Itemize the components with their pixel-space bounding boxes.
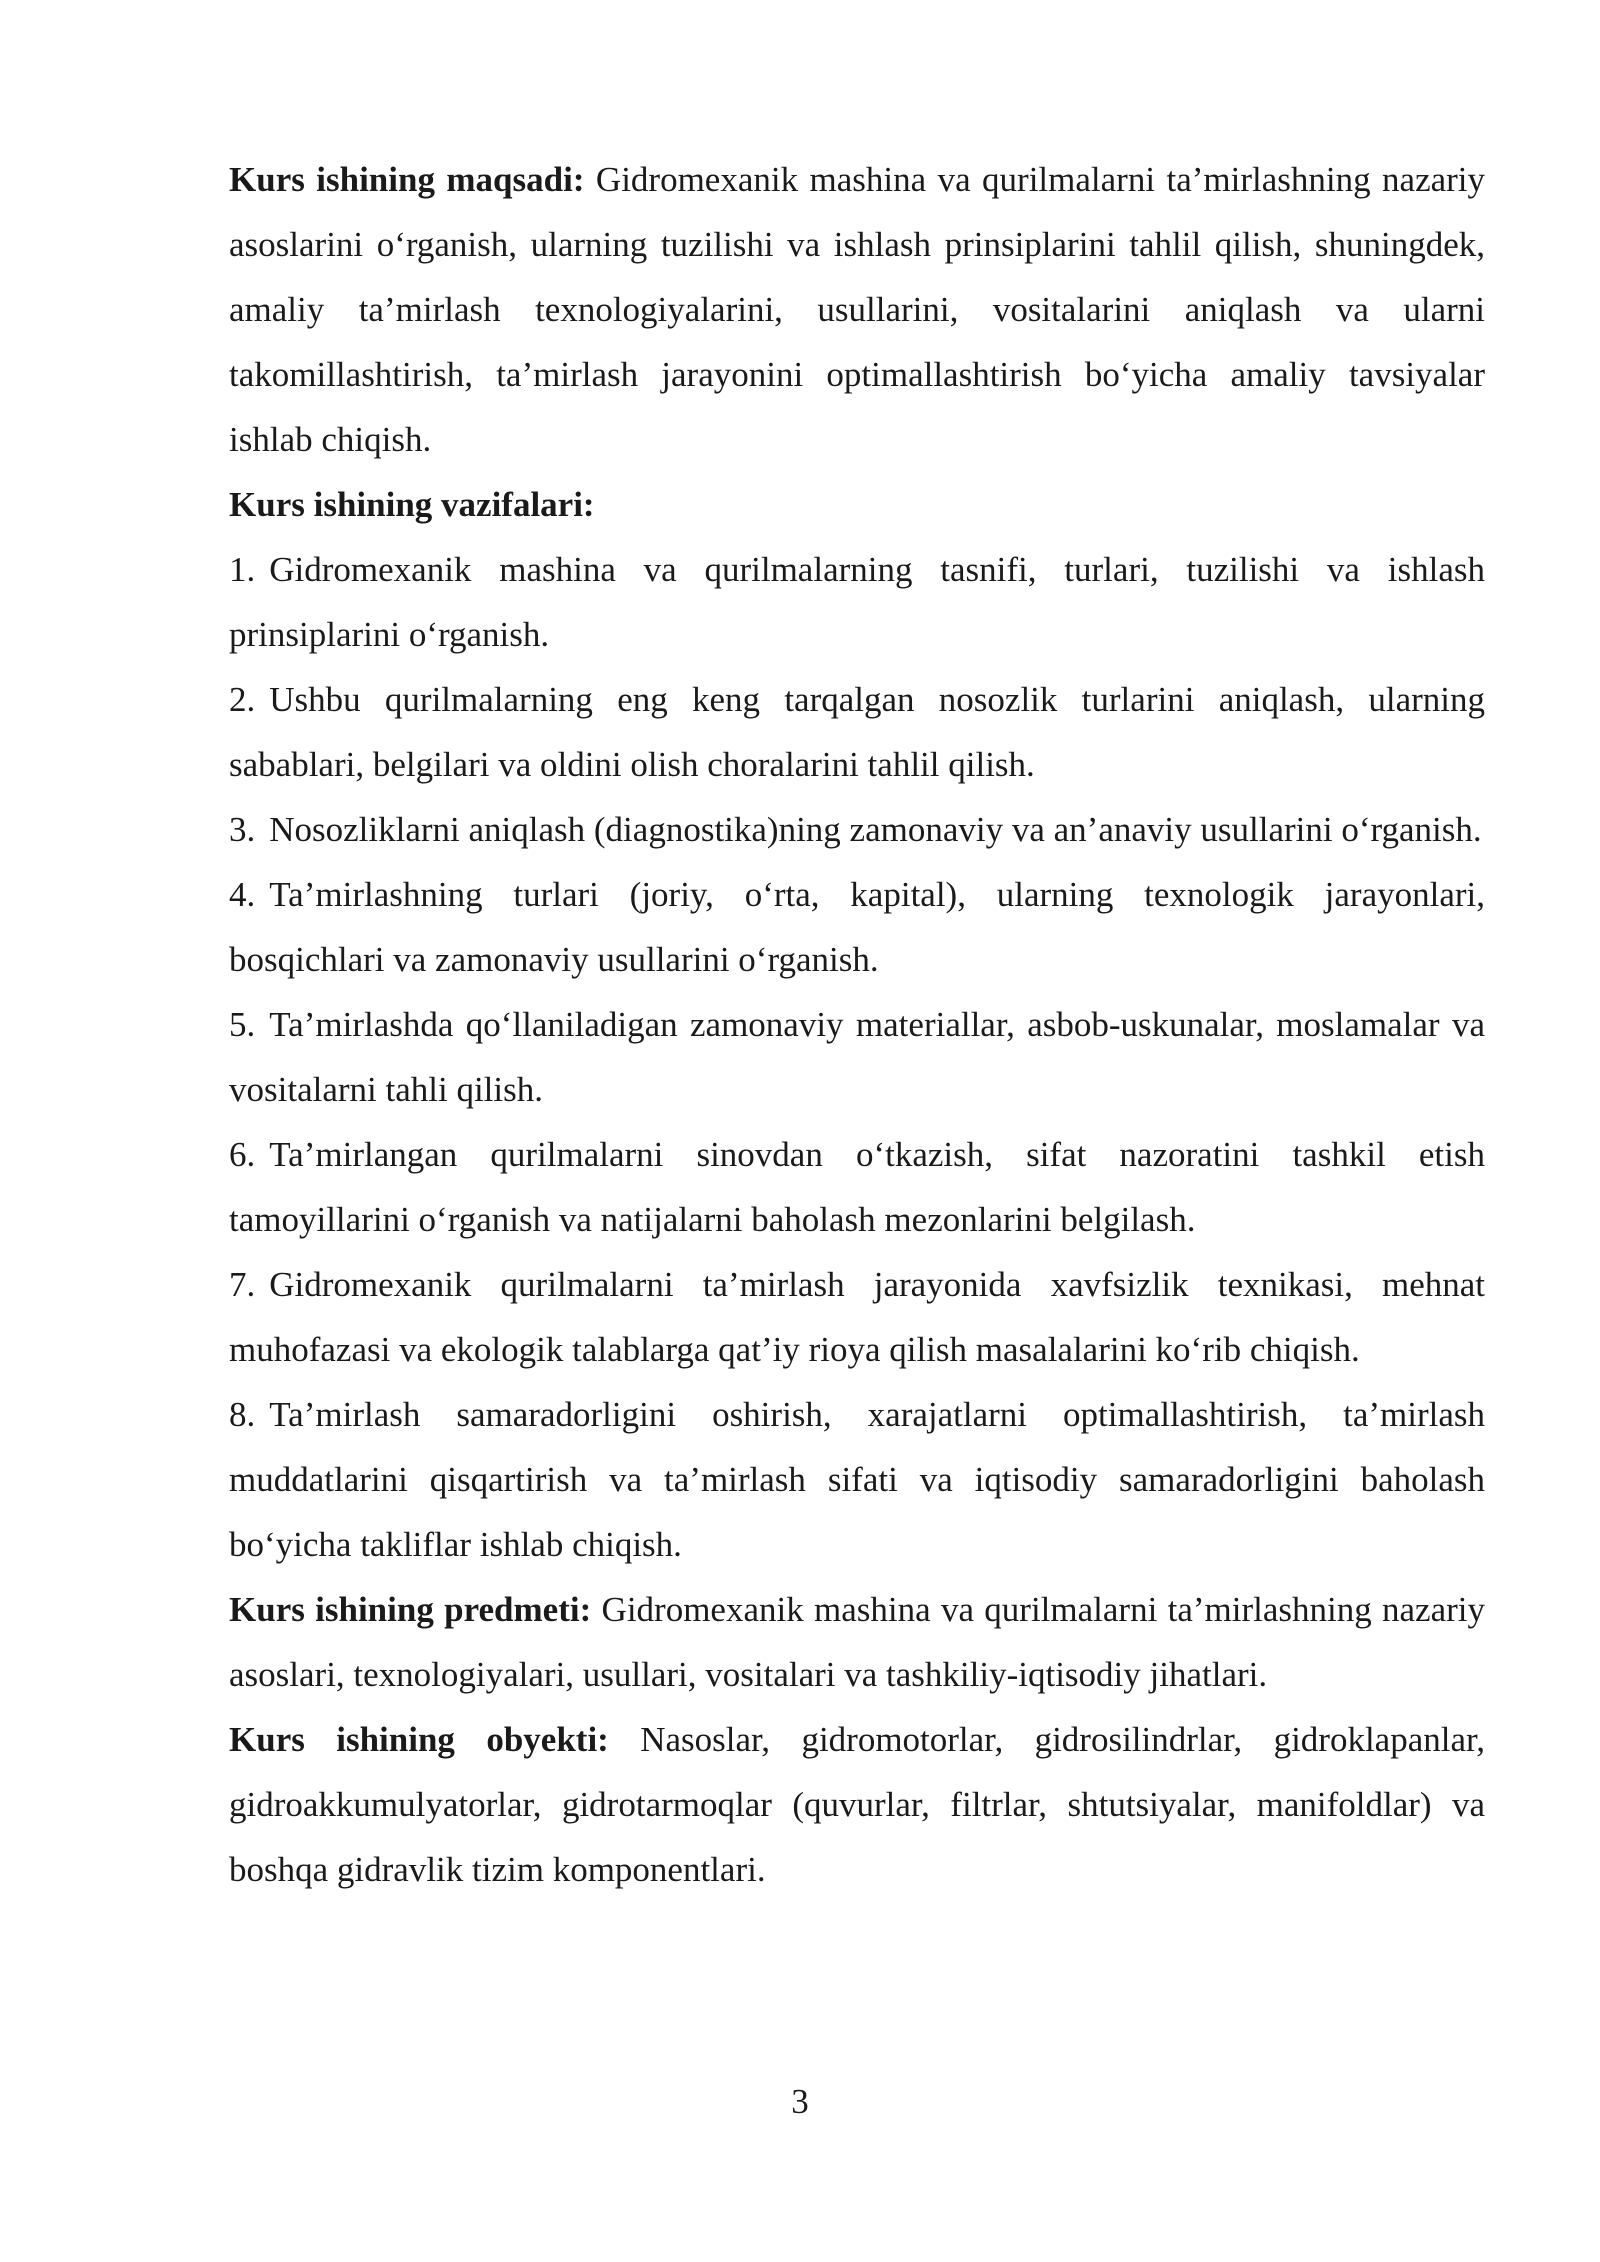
object-paragraph [229,1707,1485,1902]
task-text: Ta’mirlashning turlari (joriy, o‘rta, kapital), ularning texnologik jarayonlari, bosqichlari va zamonaviy usullarini o‘rganish. [229,875,1485,979]
task-number: 6. [229,1135,256,1174]
task-item [229,537,1485,667]
subject-heading: Kurs ishining predmeti: [229,1590,592,1629]
tasks-heading-paragraph [229,472,1485,537]
goal-heading: Kurs ishining maqsadi: [229,160,585,199]
goal-paragraph [229,147,1485,472]
object-heading: Kurs ishining obyekti: [229,1720,609,1759]
tasks-heading: Kurs ishining vazifalari: [229,485,595,524]
task-item [229,667,1485,797]
task-text: Gidromexanik mashina va qurilmalarning tasnifi, turlari, tuzilishi va ishlash prinsiplarini o‘rganish. [229,550,1485,654]
page-content [229,147,1485,1902]
task-item [229,1122,1485,1252]
goal-text: Gidromexanik mashina va qurilmalarni ta’mirlashning nazariy asoslarini o‘rganish, ularning tuzilishi va ishlash prinsiplarini tahlil qilish, shuningdek, amaliy ta’mirlash texnologiyalarini, usullarini, vositalarini aniqlash va ularni takomillashtirish, ta’mirlash jarayonini optimallashtirish bo‘yicha amaliy tavsiyalar ishlab chiqish. [229,160,1486,459]
task-item [229,992,1485,1122]
task-item [229,797,1485,862]
task-number: 3. [229,810,256,849]
task-text: Ta’mirlashda qo‘llaniladigan zamonaviy materiallar, asbob-uskunalar, moslamalar va vositalarni tahli qilish. [229,1005,1485,1109]
task-text: Ushbu qurilmalarning eng keng tarqalgan nosozlik turlarini aniqlash, ularning sabablari, belgilari va oldini olish choralarini tahlil qilish. [229,680,1485,784]
task-item [229,862,1485,992]
object-text: Nasoslar, gidromotorlar, gidrosilindrlar, gidroklapanlar, gidroakkumulyatorlar, gidrotarmoqlar (quvurlar, filtrlar, shtutsiyalar, manifoldlar) va boshqa gidravlik tizim komponentlari. [229,1720,1485,1889]
task-number: 4. [229,875,256,914]
task-text: Gidromexanik qurilmalarni ta’mirlash jarayonida xavfsizlik texnikasi, mehnat muhofazasi va ekologik talablarga qat’iy rioya qilish masalalarini ko‘rib chiqish. [229,1265,1485,1369]
task-item [229,1252,1485,1382]
task-number: 2. [229,680,256,719]
task-text: Nosozliklarni aniqlash (diagnostika)ning zamonaviy va an’anaviy usullarini o‘rganish. [269,810,1482,849]
subject-text: Gidromexanik mashina va qurilmalarni ta’mirlashning nazariy asoslari, texnologiyalari, usullari, vositalari va tashkiliy-iqtisodiy jihatlari. [229,1590,1486,1694]
task-number: 5. [229,1005,256,1044]
task-number: 7. [229,1265,256,1304]
task-number: 1. [229,550,256,589]
task-text: Ta’mirlangan qurilmalarni sinovdan o‘tkazish, sifat nazoratini tashkil etish tamoyillarini o‘rganish va natijalarni baholash mezonlarini belgilash. [229,1135,1485,1239]
task-number: 8. [229,1395,256,1434]
subject-paragraph [229,1577,1485,1707]
page-number: 3 [791,2082,809,2121]
task-item [229,1382,1485,1577]
task-text: Ta’mirlash samaradorligini oshirish, xarajatlarni optimallashtirish, ta’mirlash muddatlarini qisqartirish va ta’mirlash sifati va iqtisodiy samaradorligini baholash bo‘yicha takliflar ishlab chiqish. [229,1395,1485,1564]
